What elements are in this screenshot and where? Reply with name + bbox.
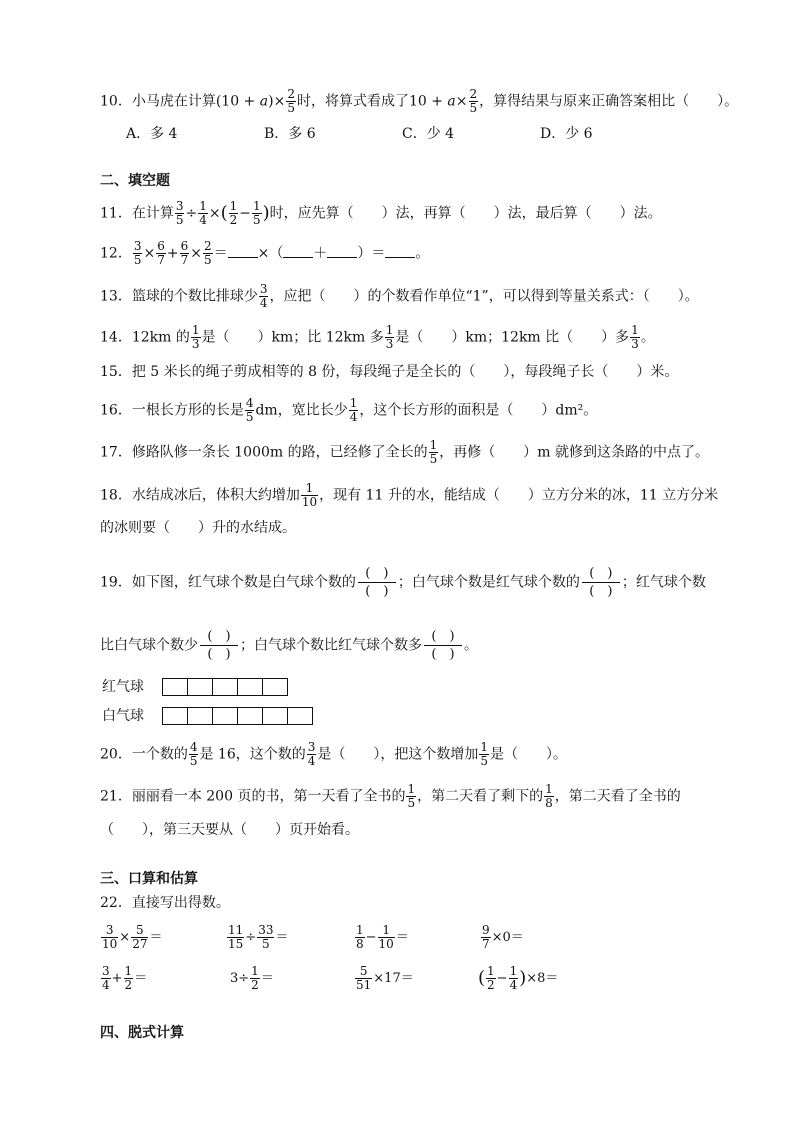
question-13 <box>100 283 699 310</box>
numerator: 1 <box>545 782 553 796</box>
question-text: 在计算 <box>131 205 174 222</box>
question-text: 是（ ），把这个数增加 <box>317 746 479 763</box>
numerator: 3 <box>102 964 110 978</box>
fraction <box>385 324 395 351</box>
denominator: 5 <box>407 796 416 810</box>
question-text: ，第二天看了全书的 <box>554 788 681 805</box>
fraction <box>227 924 244 951</box>
denominator: 2 <box>487 978 495 992</box>
numerator: 4 <box>245 396 254 410</box>
variable-a: a <box>447 93 456 110</box>
white-balloon-cell <box>287 707 313 725</box>
numerator: 1 <box>385 323 394 337</box>
section-heading-mental-math: 三、口算和估算 <box>100 871 198 887</box>
punctuation: 。 <box>464 637 478 654</box>
calc-item-2 <box>226 924 288 951</box>
question-number: 20． <box>100 746 132 763</box>
denominator: 4 <box>509 978 518 992</box>
punctuation: 。 <box>640 329 655 346</box>
question-16 <box>100 397 597 424</box>
option-c[interactable]: C．少 4 <box>402 126 455 142</box>
operator: ×17＝ <box>373 971 414 986</box>
fraction <box>250 965 260 992</box>
numerator: 2 <box>287 87 295 101</box>
denominator: 4 <box>102 978 110 992</box>
operator: ÷ <box>245 930 257 945</box>
variable-a: a <box>259 93 269 110</box>
option-a[interactable]: A．多 4 <box>126 126 178 142</box>
question-21-continued: （ ），第三天要从（ ）页开始看。 <box>100 822 359 838</box>
denominator: 5 <box>133 253 142 267</box>
red-balloon-cell <box>262 678 288 696</box>
fraction <box>229 200 239 227</box>
denominator: 5 <box>429 452 438 466</box>
operator: × <box>208 205 221 222</box>
denominator: 7 <box>157 253 165 267</box>
numerator: 5 <box>131 924 148 938</box>
numerator-blank[interactable]: ( ) <box>582 565 620 583</box>
option-d[interactable]: D．少 6 <box>540 126 593 142</box>
fraction <box>101 965 111 992</box>
question-17 <box>100 439 709 466</box>
numerator: 1 <box>229 199 238 213</box>
denominator: 4 <box>259 296 268 310</box>
question-text: ，现有 11 升的水，能结成（ ）立方分米的冰，11 立方分米 <box>319 487 719 504</box>
question-10-options <box>126 124 678 144</box>
numerator: 6 <box>157 239 165 253</box>
fraction <box>245 397 255 424</box>
numerator: 3 <box>175 199 184 213</box>
operator: − <box>365 930 377 945</box>
question-number: 19． <box>100 574 132 591</box>
numerator: 11 <box>228 923 244 937</box>
denominator: 3 <box>191 337 200 351</box>
operator: + <box>166 245 179 262</box>
white-balloon-cell <box>187 707 213 725</box>
fraction <box>180 240 190 267</box>
question-text: ，算得结果与原来正确答案相比（ ）。 <box>479 93 739 110</box>
denominator: 15 <box>228 937 244 951</box>
red-balloon-bar <box>162 678 287 696</box>
numerator: 9 <box>482 923 490 937</box>
equals: ＝ <box>275 930 289 945</box>
numerator: 1 <box>631 323 639 337</box>
numerator: 2 <box>469 87 478 101</box>
fraction <box>252 200 262 227</box>
fraction <box>259 283 269 310</box>
expression-part: 10 + <box>408 93 448 110</box>
numerator: 1 <box>429 438 438 452</box>
fraction <box>509 965 519 992</box>
fraction <box>133 240 143 267</box>
operator: 3÷ <box>230 971 250 986</box>
punctuation: 。 <box>415 245 430 262</box>
fraction <box>101 924 118 951</box>
red-balloon-cell <box>162 678 188 696</box>
denominator: 5 <box>189 754 198 768</box>
fraction <box>286 88 296 115</box>
question-12 <box>100 240 429 267</box>
blank-fraction[interactable] <box>358 565 396 600</box>
denominator: 5 <box>175 213 184 227</box>
fraction <box>406 783 416 810</box>
equals: ＝ <box>395 930 409 945</box>
denominator: 2 <box>229 213 238 227</box>
numerator: 1 <box>349 396 358 410</box>
section-heading-step-calculation: 四、脱式计算 <box>100 1025 184 1041</box>
denominator: 51 <box>356 978 372 992</box>
question-text: ，第二天看了剩下的 <box>417 788 544 805</box>
denominator: 3 <box>631 337 639 351</box>
answer-blank[interactable] <box>228 243 258 258</box>
red-balloon-label: 红气球 <box>102 679 144 695</box>
question-text: 是 16，这个数的 <box>199 746 306 763</box>
question-text: ，再修（ ）m 就修到这条路的中点了。 <box>439 444 710 461</box>
numerator: 1 <box>301 482 318 496</box>
numerator: 1 <box>487 964 495 978</box>
blank-fraction[interactable] <box>582 565 620 600</box>
question-text: 是（ ）km；比 12km 多 <box>201 329 384 346</box>
numerator-blank[interactable]: ( ) <box>358 565 396 583</box>
question-text: 一个数的 <box>131 746 188 763</box>
operator: ＝ <box>213 245 228 262</box>
operator: − <box>496 971 508 986</box>
white-balloon-label: 白气球 <box>102 708 144 724</box>
denominator: 10 <box>378 937 394 951</box>
denominator: 5 <box>203 253 212 267</box>
question-18 <box>100 482 718 509</box>
question-18-continued: 的冰则要（ ）升的水结成。 <box>100 520 296 536</box>
operator: × <box>143 245 156 262</box>
fraction <box>191 324 201 351</box>
denominator: 10 <box>102 937 118 951</box>
white-balloon-cell <box>162 707 188 725</box>
denominator-blank[interactable]: ( ) <box>431 647 455 662</box>
operator: ×0＝ <box>491 930 524 945</box>
numerator: 3 <box>101 924 118 938</box>
calc-item-5 <box>100 965 147 992</box>
red-balloon-cell <box>237 678 263 696</box>
numerator: 3 <box>133 239 142 253</box>
fraction <box>257 924 274 951</box>
left-paren: ( <box>220 202 228 224</box>
white-balloon-bar <box>162 707 312 725</box>
question-19-continued <box>100 628 478 663</box>
fraction <box>124 965 134 992</box>
question-text: 修路队修一条长 1000m 的路，已经修了全长的 <box>131 444 428 461</box>
numerator: 1 <box>480 740 489 754</box>
answer-blank[interactable] <box>283 243 313 258</box>
equals: ＝ <box>260 971 274 986</box>
numerator: 6 <box>180 239 189 253</box>
section-heading-fill-in: 二、填空题 <box>100 173 170 189</box>
question-text: 篮球的个数比排球少 <box>131 288 258 305</box>
numerator: 2 <box>203 239 212 253</box>
question-10 <box>100 88 738 115</box>
question-text: 丽丽看一本 200 页的书，第一天看了全书的 <box>131 788 406 805</box>
denominator: 2 <box>124 978 133 992</box>
question-21 <box>100 783 681 810</box>
fraction <box>203 240 213 267</box>
question-14 <box>100 324 655 351</box>
expression-part: (10 + <box>215 93 260 110</box>
operator: ）＝ <box>357 245 386 262</box>
calc-item-8 <box>478 965 558 992</box>
denominator-blank[interactable]: ( ) <box>207 647 231 662</box>
denominator: 8 <box>356 937 364 951</box>
fraction <box>630 324 640 351</box>
fraction <box>349 397 359 424</box>
question-number: 17． <box>100 444 132 461</box>
question-text: 是（ ）。 <box>490 746 568 763</box>
equals: ＝ <box>134 971 148 986</box>
right-paren: ) <box>262 202 270 224</box>
option-b[interactable]: B．多 6 <box>264 126 316 142</box>
numerator: 4 <box>189 740 198 754</box>
denominator: 3 <box>385 337 394 351</box>
question-text: ，这个长方形的面积是（ ）dm²。 <box>359 402 598 419</box>
white-balloon-cell <box>262 707 288 725</box>
operator: ÷ <box>185 205 198 222</box>
operator: ＋ <box>313 245 328 262</box>
calc-item-1 <box>100 924 162 951</box>
question-text: 小马虎在计算 <box>131 93 216 110</box>
denominator: 5 <box>469 101 478 115</box>
numerator: 1 <box>199 199 207 213</box>
right-paren: ) <box>519 967 527 989</box>
question-text: 是（ ）km；12km 比（ ）多 <box>395 329 630 346</box>
question-text: ；白气球个数比红气球个数多 <box>240 637 422 654</box>
denominator: 10 <box>301 495 318 509</box>
expression-part: )× <box>268 93 286 110</box>
fraction <box>189 741 199 768</box>
question-text: 12km 的 <box>131 329 190 346</box>
denominator: 4 <box>199 213 207 227</box>
numerator: 1 <box>407 782 416 796</box>
fraction <box>486 965 496 992</box>
question-number: 18． <box>100 487 132 504</box>
question-20 <box>100 741 567 768</box>
red-balloon-cell <box>212 678 238 696</box>
question-text: 时，应先算（ ）法，再算（ ）法，最后算（ ）法。 <box>269 205 662 222</box>
question-number: 14． <box>100 329 132 346</box>
operator: × <box>455 93 468 110</box>
fraction <box>481 924 491 951</box>
question-text: 如下图，红气球个数是白气球个数的 <box>131 574 356 591</box>
denominator: 5 <box>262 937 270 951</box>
calc-item-6 <box>230 965 274 992</box>
numerator: 1 <box>191 323 200 337</box>
fraction <box>544 783 554 810</box>
numerator: 1 <box>251 964 259 978</box>
denominator: 5 <box>252 213 261 227</box>
numerator: 1 <box>356 923 364 937</box>
fraction <box>301 482 318 509</box>
white-balloon-cell <box>212 707 238 725</box>
operator: ×8＝ <box>526 971 559 986</box>
operator: + <box>111 971 123 986</box>
fraction <box>156 240 166 267</box>
fraction <box>469 88 479 115</box>
question-number: 16． <box>100 402 132 419</box>
question-number: 10． <box>100 93 132 110</box>
denominator: 7 <box>180 253 189 267</box>
fraction <box>307 741 317 768</box>
left-paren: ( <box>478 967 486 989</box>
operator: × <box>119 930 131 945</box>
denominator: 4 <box>307 754 316 768</box>
operator: × <box>190 245 202 262</box>
question-text: 水结成冰后，体积大约增加 <box>131 487 300 504</box>
numerator: 1 <box>509 964 518 978</box>
question-number: 11． <box>100 205 132 222</box>
calc-item-3 <box>354 924 409 951</box>
denominator: 27 <box>132 937 148 951</box>
denominator: 7 <box>482 937 490 951</box>
denominator: 8 <box>545 796 553 810</box>
answer-blank[interactable] <box>327 243 357 258</box>
question-text: dm，宽比长少 <box>255 402 348 419</box>
denominator: 5 <box>245 410 254 424</box>
denominator-blank[interactable]: ( ) <box>589 584 613 599</box>
question-number: 12． <box>100 245 132 262</box>
question-text: ，应把（ ）的个数看作单位“1”，可以得到等量关系式：（ ）。 <box>269 288 699 305</box>
numerator: 1 <box>378 924 395 938</box>
numerator: 33 <box>258 923 274 937</box>
numerator: 1 <box>252 199 261 213</box>
question-number: 13． <box>100 288 132 305</box>
question-text: ；红气球个数 <box>621 574 706 591</box>
fraction <box>378 924 395 951</box>
calc-item-4 <box>480 924 524 951</box>
question-text: 一根长方形的长是 <box>131 402 244 419</box>
white-balloon-cell <box>237 707 263 725</box>
fraction <box>131 924 148 951</box>
red-balloon-cell <box>187 678 213 696</box>
question-22-title: 22．直接写出得数。 <box>100 895 230 911</box>
blank-fraction[interactable] <box>424 628 462 663</box>
fraction <box>175 200 185 227</box>
numerator: 5 <box>355 965 372 979</box>
denominator-blank[interactable]: ( ) <box>365 584 389 599</box>
question-15: 15．把 5 米长的绳子剪成相等的 8 份，每段绳子是全长的（ ），每段绳子长（ ）米。 <box>100 364 679 380</box>
fraction <box>355 924 365 951</box>
question-19 <box>100 565 706 600</box>
question-text: 时，将算式看成了 <box>296 93 409 110</box>
operator: ×（ <box>257 245 284 262</box>
fraction <box>355 965 372 992</box>
denominator: 4 <box>349 410 358 424</box>
numerator: 3 <box>259 282 268 296</box>
numerator: 3 <box>307 740 316 754</box>
numerator-blank[interactable]: ( ) <box>424 628 462 646</box>
numerator-blank[interactable]: ( ) <box>200 628 238 646</box>
fraction <box>479 741 489 768</box>
fraction <box>429 439 439 466</box>
question-11 <box>100 200 662 227</box>
question-text: ；白气球个数是红气球个数的 <box>397 574 580 591</box>
equals: ＝ <box>149 930 163 945</box>
operator: − <box>239 205 251 222</box>
denominator: 5 <box>480 754 489 768</box>
question-text: 比白气球个数少 <box>100 637 198 654</box>
blank-fraction[interactable] <box>200 628 238 663</box>
question-number: 21． <box>100 788 132 805</box>
calc-item-7 <box>354 965 414 992</box>
denominator: 5 <box>287 101 295 115</box>
denominator: 2 <box>251 978 259 992</box>
answer-blank[interactable] <box>385 243 415 258</box>
fraction <box>198 200 208 227</box>
numerator: 1 <box>124 964 133 978</box>
